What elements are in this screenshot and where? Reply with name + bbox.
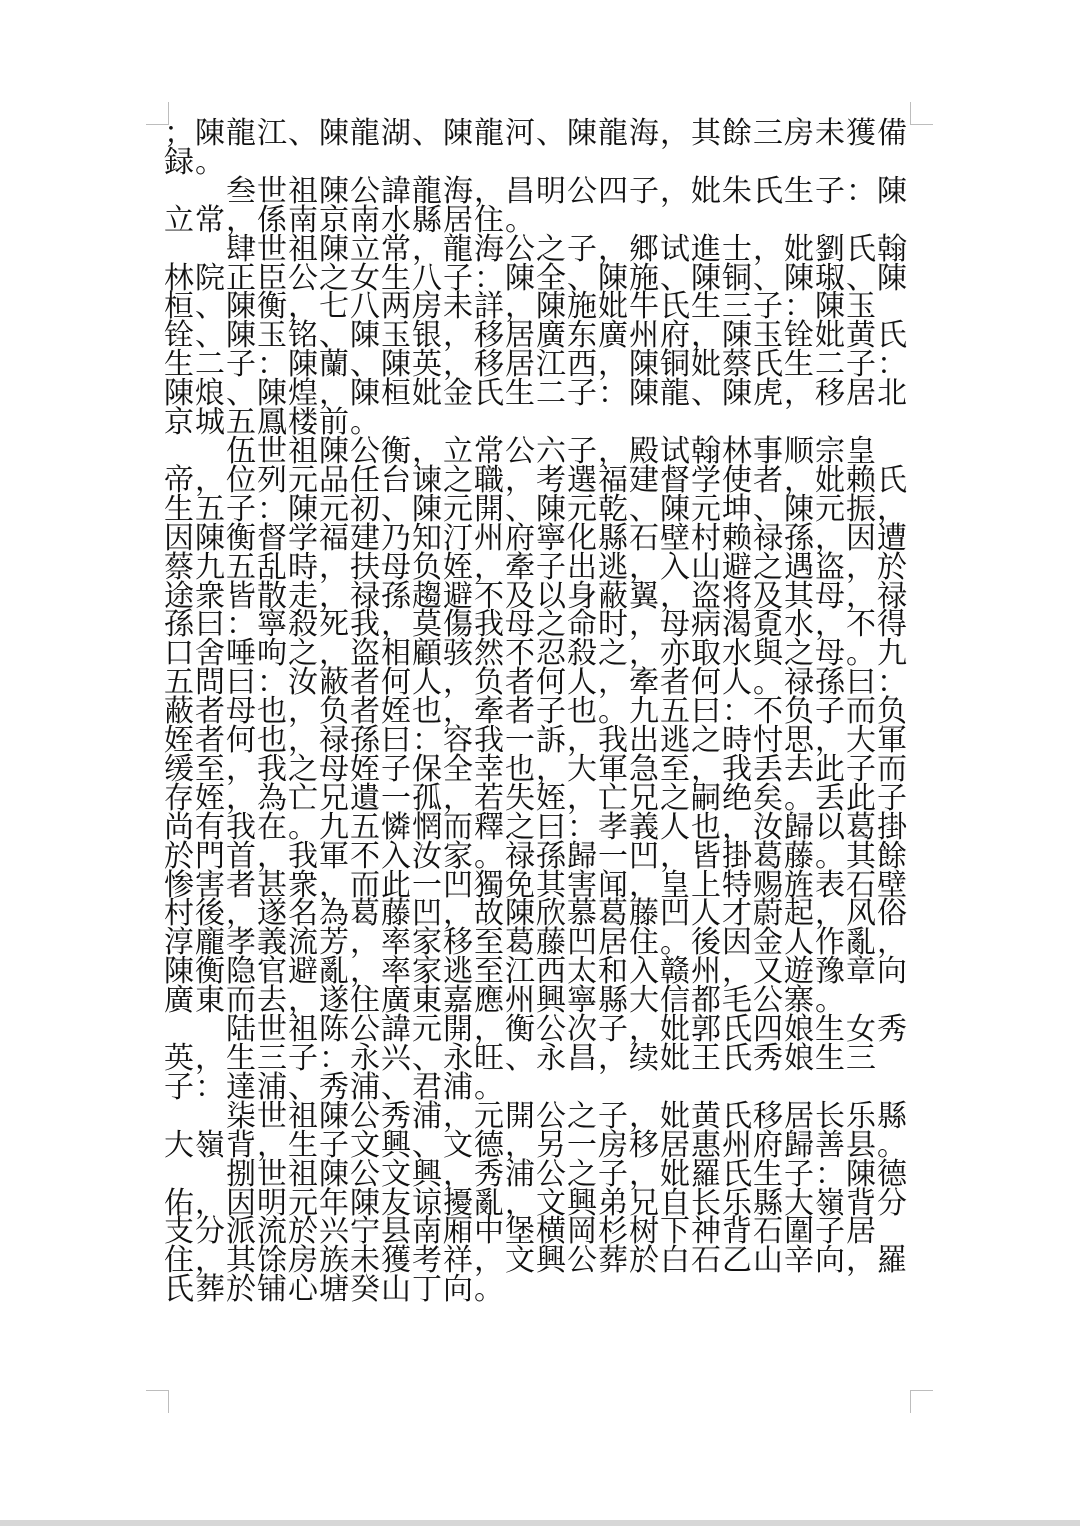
viewer-bottom-edge — [0, 1520, 1080, 1526]
page-corner-mark-bottom-right — [910, 1390, 933, 1413]
paragraph-generation-4: 肆世祖陳立常，龍海公之子，郷试進士，妣劉氏翰林院正臣公之女生八子：陳全、陳施、陳铜、陳琡、陳桓、陳衡，七八两房未詳，陳施妣牛氏生三子：陳玉铨、陳玉铭、陳玉银，移居廣东廣州府，陳玉铨妣黄氏生二子：陳蘭、陳英，移居江西，陳铜妣蔡氏生二子：陳烺、陳煌，陳桓妣金氏生二子：陳龍、陳虎，移居北京城五鳳楼前。 — [164, 231, 908, 441]
paragraph-generation-6: 陆世祖陈公諱元開，衡公次子，妣郭氏四娘生女秀英，生三子：永兴、永旺、永昌，续妣王氏秀娘生三子：達浦、秀浦、君浦。 — [164, 1012, 908, 1105]
paragraph-generation-7: 柒世祖陳公秀浦，元開公之子，妣黄氏移居长乐縣大嶺背，生子文興、文德，另一房移居惠州府歸善县。 — [164, 1098, 908, 1163]
paragraph-continuation: ；陳龍江、陳龍湖、陳龍河、陳龍海，其餘三房未獲備録。 — [164, 116, 908, 180]
page-corner-mark-bottom-left — [146, 1390, 169, 1413]
paragraph-generation-3: 叁世祖陳公諱龍海，昌明公四子，妣朱氏生子：陳立常，係南京南水縣居住。 — [164, 173, 908, 238]
paragraph-generation-8: 捌世祖陳公文興，秀浦公之子，妣羅氏生子：陳德佑，因明元年陳友谅擾亂，文興弟兄自长乐縣大嶺背分支分派流於兴宁县南厢中堡横岡杉树下神背石圍子居住，其馀房族未獲考祥，文興公葬於白石乙山辛向，羅氏葬於铺心塘癸山丁向。 — [164, 1156, 908, 1308]
document-body — [164, 116, 916, 1308]
paragraph-generation-5: 伍世祖陳公衡，立常公六子，殿试翰林事顺宗皇帝，位列元品任台谏之職，考選福建督学使者，妣赖氏生五子：陳元初、陳元開、陳元乾、陳元坤、陳元振，因陳衡督学福建乃知汀州府寧化縣石壁村赖禄孫，因遭蔡九五乱時，扶母负姪，牽子出逃，入山避之遇盗，於途衆皆散走，禄孫趨避不及以身蔽翼，盗将及其母，禄孫曰：寧殺死我，莫傷我母之命时，母病渴覔水，不得口舍唾呴之，盗相顧骇然不忍殺之，亦取水與之母。九五問曰：汝蔽者何人，负者何人，牽者何人。禄孫曰：蔽者母也，负者姪也，牽者子也。九五曰：不负子而负姪者何也，禄孫曰：容我一訴，我出逃之時忖思，大軍缓至，我之母姪子保全幸也，大軍急至，我丢去此子而存姪，為亡兄遺一孤，若失姪，亡兄之嗣绝矣。丢此子尚有我在。九五憐惘而釋之曰：孝義人也，汝歸以葛掛於門首，我軍不入汝家。禄孫歸一凹，皆掛葛藤。其餘惨害者甚衆，而此一凹獨免其害闻，皇上特赐旌表石壁村後，遂名為葛藤凹，故陳欣慕葛藤凹人才蔚起，风俗淳龐孝義流芳，率家移至葛藤凹居住。後因金人作亂，陳衡隐官避亂，率家逃至江西太和入赣州，又遊豫章向廣東而去，遂住廣東嘉應州興寧縣大信都毛公寨。 — [164, 433, 908, 1019]
